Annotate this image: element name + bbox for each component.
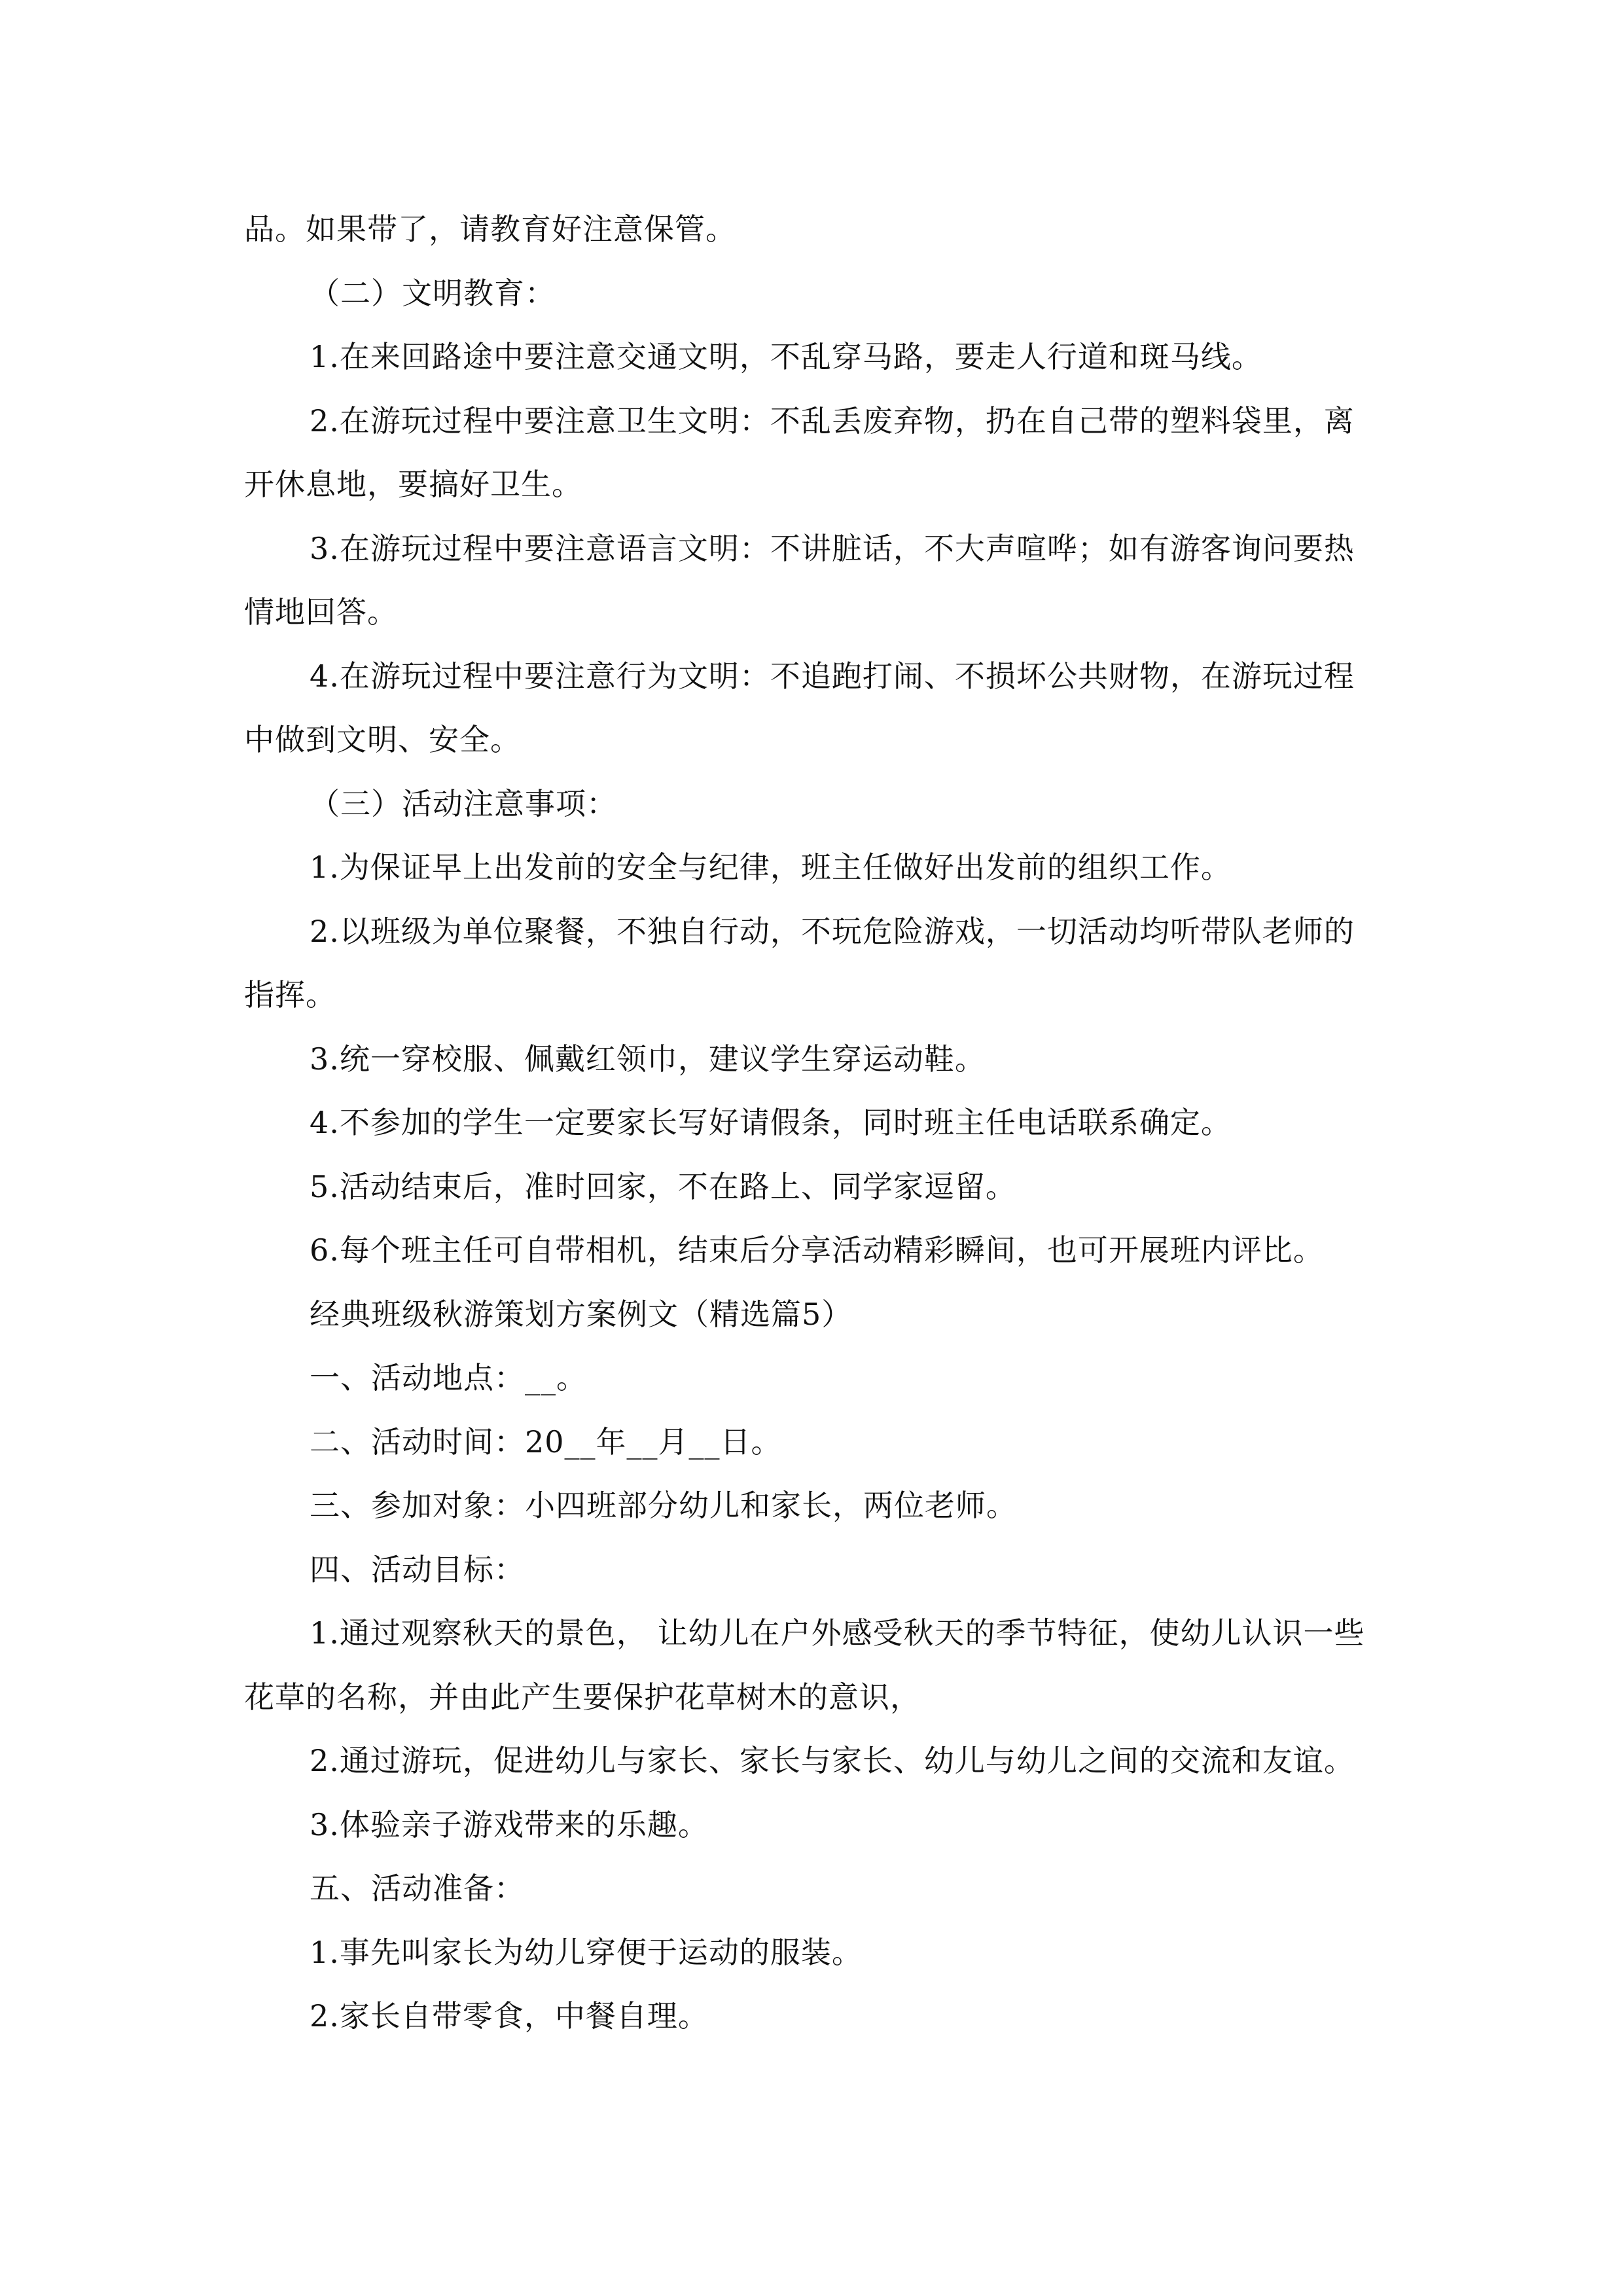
paragraph: 3.在游玩过程中要注意语言文明：不讲脏话，不大声喧哗；如有游客询问要热情地回答。 — [244, 530, 1355, 630]
paragraph: 一、活动地点：__。 — [310, 1360, 587, 1395]
paragraph: 1.为保证早上出发前的安全与纪律，班主任做好出发前的组织工作。 — [310, 850, 1232, 885]
section-heading-goals: 四、活动目标： — [310, 1551, 525, 1587]
paragraph: 3.体验亲子游戏带来的乐趣。 — [310, 1806, 709, 1842]
paragraph: 4.不参加的学生一定要家长写好请假条，同时班主任电话联系确定。 — [310, 1105, 1232, 1140]
paragraph: 2.以班级为单位聚餐，不独自行动，不玩危险游戏，一切活动均听带队老师的指挥。 — [244, 913, 1355, 1013]
paragraph: 二、活动时间：20__年__月__日。 — [310, 1424, 782, 1460]
paragraph: 1.通过观察秋天的景色， 让幼儿在户外感受秋天的季节特征，使幼儿认识一些花草的名称，并由此产生要保护花草树木的意识， — [244, 1615, 1365, 1715]
paragraph: 6.每个班主任可自带相机，结束后分享活动精彩瞬间，也可开展班内评比。 — [310, 1232, 1324, 1268]
article-title: 经典班级秋游策划方案例文（精选篇5） — [310, 1296, 853, 1332]
document-body — [244, 198, 1383, 2049]
paragraph: 1.事先叫家长为幼儿穿便于运动的服装。 — [310, 1934, 863, 1970]
paragraph: 5.活动结束后，准时回家，不在路上、同学家逗留。 — [310, 1168, 1016, 1204]
section-heading-preparation: 五、活动准备： — [310, 1871, 525, 1906]
paragraph: 品。如果带了，请教育好注意保管。 — [244, 211, 736, 247]
paragraph: 4.在游玩过程中要注意行为文明：不追跑打闹、不损坏公共财物，在游玩过程中做到文明、安全。 — [244, 658, 1355, 757]
section-heading-notes: （三）活动注意事项： — [310, 785, 617, 821]
paragraph: 2.通过游玩，促进幼儿与家长、家长与家长、幼儿与幼儿之间的交流和友谊。 — [310, 1743, 1355, 1778]
paragraph: 三、参加对象：小四班部分幼儿和家长，两位老师。 — [310, 1488, 1017, 1523]
paragraph: 2.在游玩过程中要注意卫生文明：不乱丢废弃物，扔在自己带的塑料袋里，离开休息地，要搞好卫生。 — [244, 403, 1355, 502]
section-heading-civility: （二）文明教育： — [310, 275, 556, 311]
paragraph: 2.家长自带零食，中餐自理。 — [310, 1998, 709, 2034]
paragraph: 3.统一穿校服、佩戴红领巾，建议学生穿运动鞋。 — [310, 1041, 986, 1077]
paragraph: 1.在来回路途中要注意交通文明，不乱穿马路，要走人行道和斑马线。 — [310, 339, 1262, 374]
